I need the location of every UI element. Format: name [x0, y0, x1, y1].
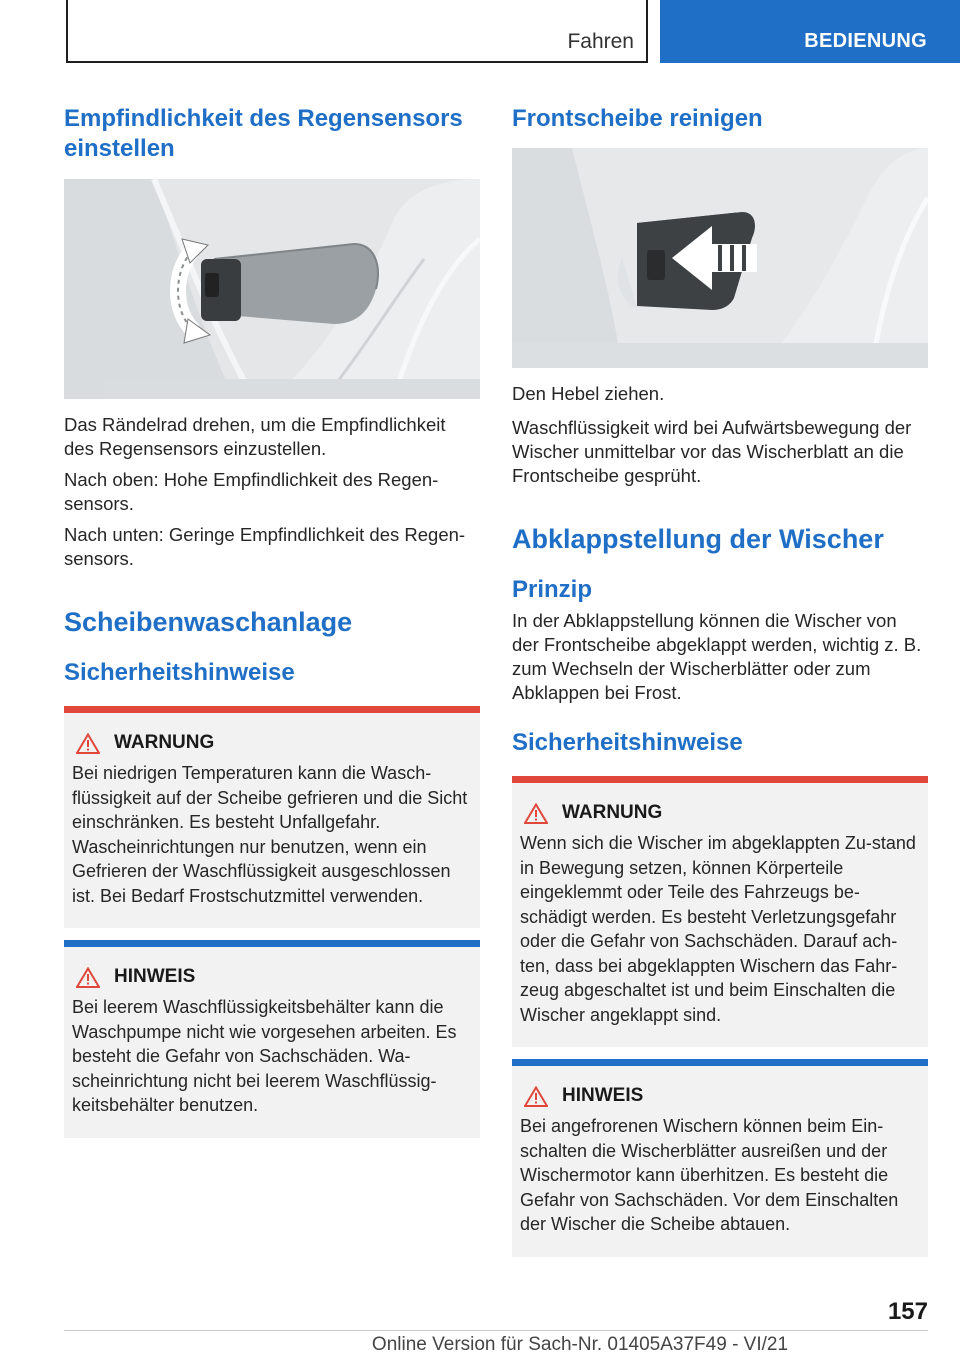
page-number: 157: [887, 1298, 928, 1325]
header-chapter-tab: [660, 0, 960, 63]
right-notice-box: [512, 1059, 928, 1257]
principle-text: In der Abklappstellung können die Wischer von der Frontscheibe abgeklappt werden, wichtig z. B. zum Wechseln der Wischerblätter oder zum Abklappen bei Frost.: [512, 610, 922, 703]
header-section-label: Fahren: [567, 30, 634, 53]
rain-sensor-heading: Empfindlichkeit des Regensensors einstellen: [64, 105, 463, 162]
notice-triangle-icon: [76, 967, 100, 988]
right-warning-text: Wenn sich die Wischer im abgeklappten Zu‐stand in Bewegung setzen, können Körperteile eingeklemmt oder Teile des Fahrzeugs be‐schädigt werden. Es besteht Verletzungsgefahr oder die Gefahr von Sachschäden. Darauf ach‐ten, dass bei abgeklappten Wischern das Fahr‐zeug abgeschaltet ist und beim Einschalten die Wischer angeklappt sind.: [520, 833, 916, 1025]
notice-triangle-icon: [524, 1086, 548, 1107]
right-notice-text: Bei angefrorenen Wischern können beim Ein‐schalten die Wischerblätter ausreißen und der Wischermotor kann überhitzen. Es besteht die Gefahr von Sachschäden. Vor dem Einschalten der Wischer die Scheibe abtauen.: [520, 1116, 899, 1234]
fold-position-heading: Abklappstellung der Wischer: [512, 524, 884, 554]
rain-sensor-figure: [64, 179, 480, 399]
left-notice-title: HINWEIS: [114, 966, 196, 987]
right-warning-box: [512, 776, 928, 1047]
right-warning-title: WARNUNG: [562, 802, 663, 823]
left-warning-title: WARNUNG: [114, 732, 215, 753]
left-notice-box: [64, 940, 480, 1138]
right-paragraph-2: Waschflüssigkeit wird bei Aufwärtsbewegung der Wischer unmittelbar vor das Wischerblatt an die Frontscheibe gesprüht.: [512, 417, 912, 486]
left-column: [64, 104, 480, 1138]
washer-figure: [512, 148, 928, 368]
left-safety-heading: Sicherheitshinweise: [64, 659, 295, 686]
left-paragraph-1: Das Rändelrad drehen, um die Empfindlichkeit des Regensensors einzustellen.: [64, 414, 446, 459]
principle-heading: Prinzip: [512, 576, 593, 603]
warning-triangle-icon: [524, 803, 548, 824]
left-warning-box: [64, 706, 480, 928]
right-column: [512, 104, 928, 1257]
washer-system-heading: Scheibenwaschanlage: [64, 607, 353, 637]
windshield-cleaning-heading: Frontscheibe reinigen: [512, 105, 763, 132]
left-paragraph-2: Nach oben: Hohe Empfindlichkeit des Regen‐sensors.: [64, 469, 439, 514]
warning-triangle-icon: [76, 733, 100, 754]
footer-divider: [64, 1330, 928, 1331]
right-notice-title: HINWEIS: [562, 1085, 644, 1106]
left-warning-text: Bei niedrigen Temperaturen kann die Wasch‐flüssigkeit auf der Scheibe gefrieren und die Sicht einschränken. Es besteht Unfallgefahr. Wascheinrichtungen nur benutzen, wenn ein Gefrieren der Waschflüssigkeit ausgeschlossen ist. Bei Bedarf Frostschutzmittel verwenden.: [72, 763, 468, 906]
right-safety-heading: Sicherheitshinweise: [512, 729, 743, 756]
header-chapter-label: BEDIENUNG: [804, 30, 927, 52]
header-section-tab: [66, 0, 648, 63]
footer-text: Online Version für Sach-Nr. 01405A37F49 - VI/21: [371, 1334, 789, 1355]
left-notice-text: Bei leerem Waschflüssigkeitsbehälter kann die Waschpumpe nicht wie vorgesehen arbeiten. Es besteht die Gefahr von Sachschäden. Wa‐scheinrichtung nicht bei leerem Waschflüssig‐keitsbehälter benutzen.: [72, 997, 457, 1115]
left-paragraph-3: Nach unten: Geringe Empfindlichkeit des Regen‐sensors.: [64, 524, 466, 569]
right-paragraph-1: Den Hebel ziehen.: [512, 383, 665, 404]
